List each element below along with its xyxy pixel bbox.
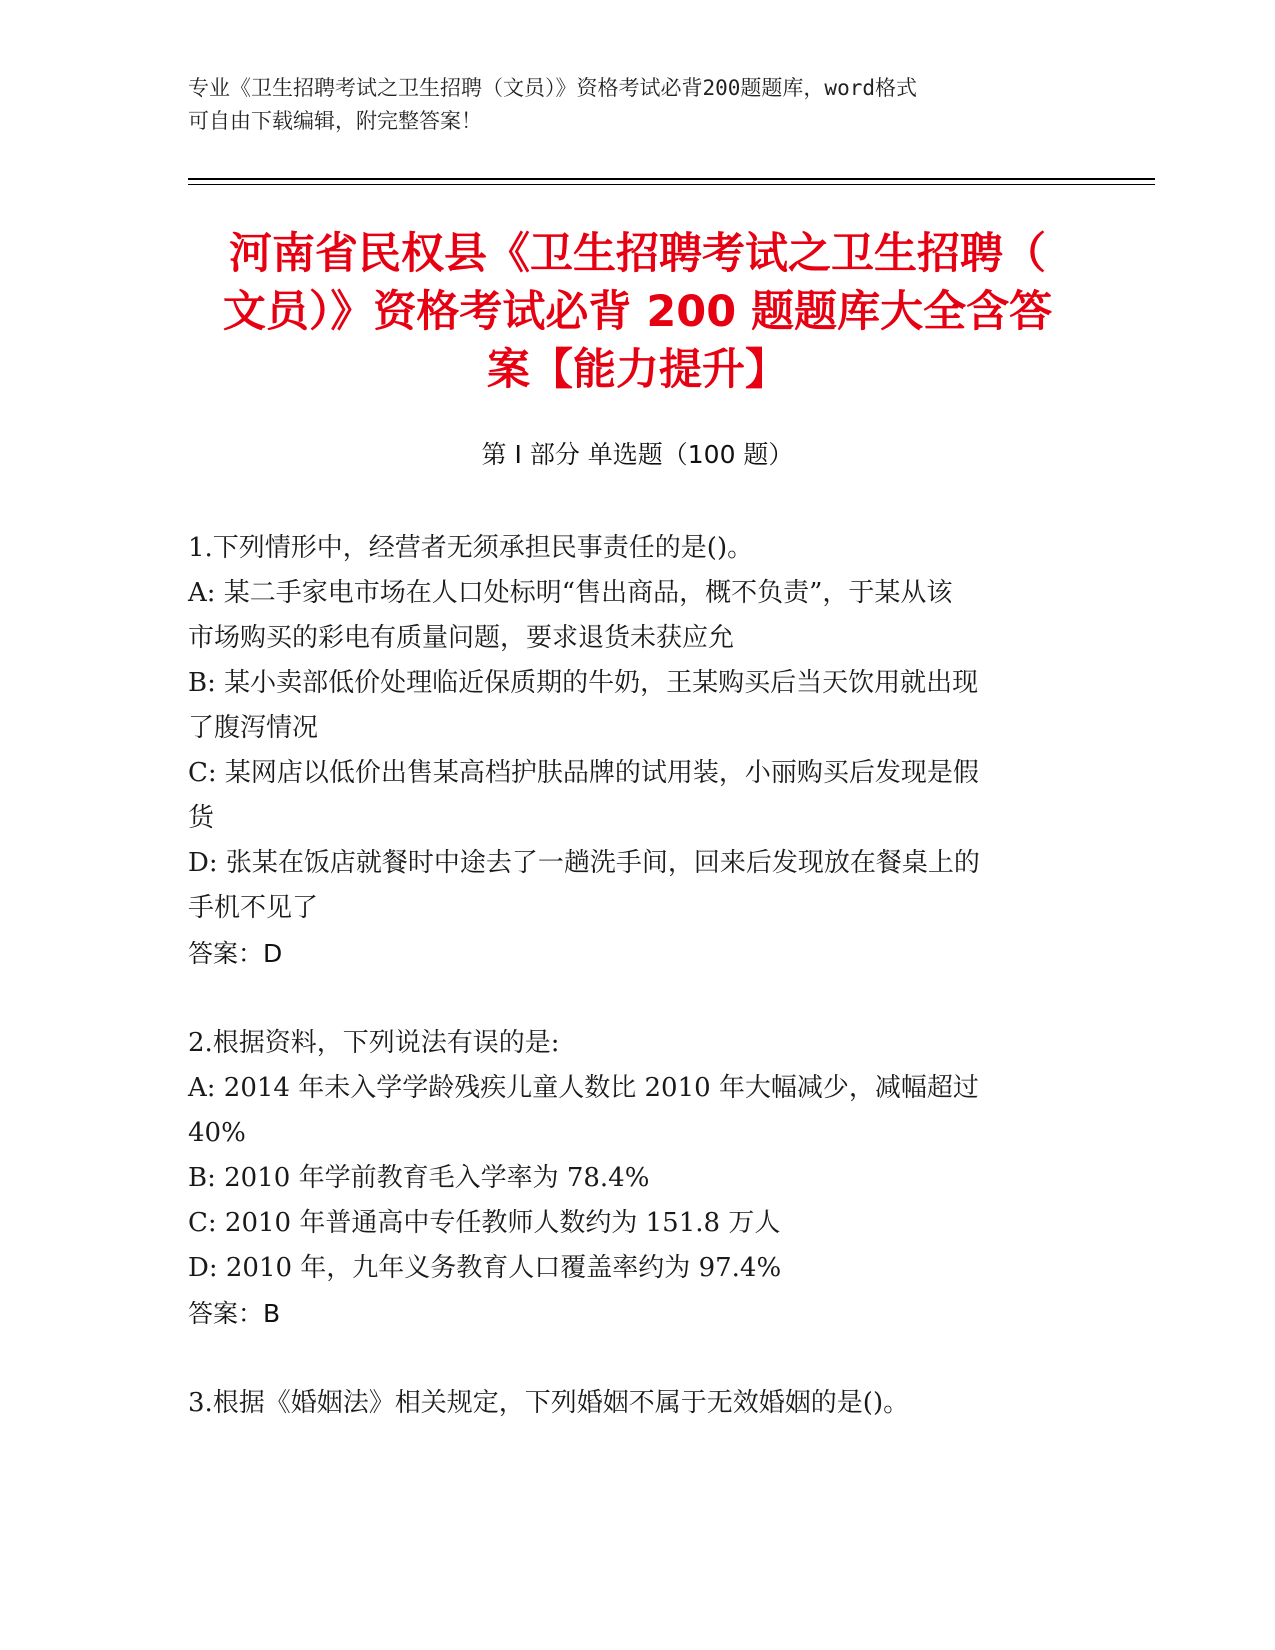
answer: 答案：B bbox=[188, 1299, 281, 1328]
question-stem: 1.下列情形中，经营者无须承担民事责任的是()。 bbox=[188, 533, 754, 563]
option-b: B: 某小卖部低价处理临近保质期的牛奶，王某购买后当天饮用就出现 bbox=[188, 668, 979, 698]
question-stem: 2.根据资料，下列说法有误的是: bbox=[188, 1028, 560, 1058]
title-line: 文员）》资格考试必背 200 题题库大全含答 bbox=[222, 287, 1053, 337]
header-note bbox=[188, 72, 1068, 138]
header-note-line: 专业《卫生招聘考试之卫生招聘（文员）》资格考试必背200题题库，word格式 bbox=[188, 76, 917, 100]
option-d: D: 2010 年，九年义务教育人口覆盖率约为 97.4% bbox=[188, 1253, 782, 1283]
title-line: 河南省民权县《卫生招聘考试之卫生招聘（ bbox=[229, 229, 1046, 279]
option-c: C: 2010 年普通高中专任教师人数约为 151.8 万人 bbox=[188, 1208, 781, 1238]
section-heading: 第 I 部分 单选题（100 题） bbox=[481, 440, 794, 469]
option-b-continued: 了腹泻情况 bbox=[188, 713, 319, 743]
option-d-continued: 手机不见了 bbox=[188, 893, 319, 923]
answer: 答案：D bbox=[188, 939, 283, 968]
question-3 bbox=[188, 1381, 1088, 1426]
option-a-continued: 40% bbox=[188, 1118, 246, 1148]
header-divider-thick bbox=[188, 178, 1155, 180]
option-a: A: 某二手家电市场在人口处标明“售出商品，概不负责”，于某从该 bbox=[188, 578, 953, 608]
option-d: D: 张某在饭店就餐时中途去了一趟洗手间，回来后发现放在餐桌上的 bbox=[188, 848, 980, 878]
header-divider-thin bbox=[188, 184, 1155, 185]
document-title bbox=[150, 225, 1125, 399]
question-1 bbox=[188, 526, 1088, 976]
question-2 bbox=[188, 1021, 1088, 1336]
option-a: A: 2014 年未入学学龄残疾儿童人数比 2010 年大幅减少，减幅超过 bbox=[188, 1073, 979, 1103]
question-list bbox=[188, 526, 1088, 1471]
option-c-continued: 货 bbox=[188, 803, 215, 833]
option-a-continued: 市场购买的彩电有质量问题，要求退货未获应允 bbox=[188, 623, 735, 653]
question-stem: 3.根据《婚姻法》相关规定，下列婚姻不属于无效婚姻的是()。 bbox=[188, 1388, 910, 1418]
option-b: B: 2010 年学前教育毛入学率为 78.4% bbox=[188, 1163, 650, 1193]
header-note-line: 可自由下载编辑，附完整答案！ bbox=[188, 109, 482, 133]
title-line: 案【能力提升】 bbox=[487, 345, 788, 395]
option-c: C: 某网店以低价出售某高档护肤品牌的试用装，小丽购买后发现是假 bbox=[188, 758, 979, 788]
